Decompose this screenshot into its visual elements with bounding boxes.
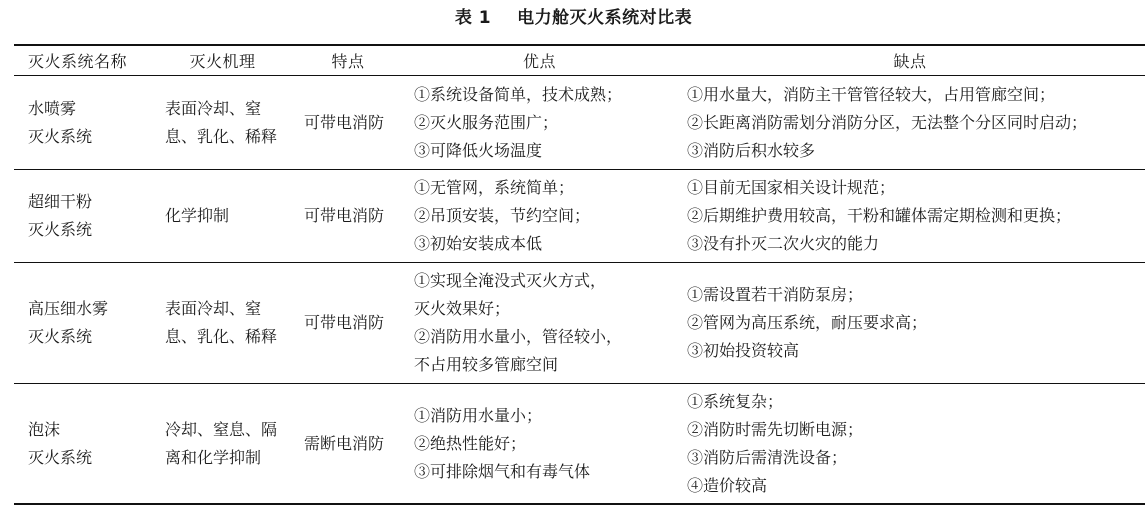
system-name-line: 超细干粉: [28, 192, 93, 211]
header-system-name: 灭火系统名称: [14, 45, 153, 76]
header-row: [14, 45, 1145, 76]
pros-line: ③初始安装成本低: [414, 234, 543, 253]
pros-line: ③可降低火场温度: [414, 140, 543, 160]
pros-cell: [404, 384, 675, 505]
system-name-line: 高压细水雾: [28, 299, 109, 318]
mechanism-line: 化学抑制: [165, 206, 230, 225]
system-name-line: 灭火系统: [28, 220, 93, 239]
pros-line: ①系统设备简单，技术成熟；: [414, 84, 623, 104]
mechanism-cell: [153, 170, 292, 263]
pros-line: ①实现全淹没式灭火方式，: [414, 271, 607, 290]
pros-line: 不占用较多管廊空间: [414, 355, 559, 374]
comparison-table: [14, 44, 1145, 505]
feature-cell: 可带电消防: [292, 170, 404, 263]
table-title: 电力舱灭火系统对比表: [517, 8, 693, 28]
cons-line: ③初始投资较高: [687, 341, 800, 360]
pros-line: ②消防用水量小，管径较小，: [414, 327, 623, 346]
system-name-cell: [14, 170, 153, 263]
pros-line: ①消防用水量小；: [414, 405, 543, 425]
pros-cell: [404, 263, 675, 384]
pros-line: ②绝热性能好；: [414, 433, 527, 453]
system-name-cell: [14, 76, 153, 170]
pros-line: ③可排除烟气和有毒气体: [414, 461, 591, 481]
cons-line: ②管网为高压系统，耐压要求高；: [687, 313, 928, 332]
cons-line: ②长距离消防需划分消防分区，无法整个分区同时启动；: [687, 112, 1088, 132]
system-name-line: 泡沫: [28, 419, 61, 439]
table-row: [14, 76, 1145, 170]
table-number: 表 1: [454, 8, 492, 28]
system-name-line: 水喷雾: [28, 98, 77, 118]
mechanism-cell: [153, 263, 292, 384]
cons-cell: [675, 170, 1145, 263]
mechanism-cell: [153, 384, 292, 505]
header-mechanism: 灭火机理: [153, 45, 292, 76]
mechanism-line: 表面冷却、窒: [165, 299, 262, 318]
table-row: [14, 170, 1145, 263]
table-caption: [0, 6, 1147, 30]
system-name-cell: [14, 384, 153, 505]
cons-line: ②后期维护费用较高，干粉和罐体需定期检测和更换；: [687, 206, 1072, 225]
feature-cell: 可带电消防: [292, 263, 404, 384]
cons-line: ②消防时需先切断电源；: [687, 419, 864, 439]
mechanism-line: 息、乳化、稀释: [165, 126, 278, 146]
header-cons: 缺点: [675, 45, 1145, 76]
pros-cell: [404, 170, 675, 263]
header-pros: 优点: [404, 45, 675, 76]
cons-line: ③没有扑灭二次火灾的能力: [687, 234, 880, 253]
cons-line: ③消防后需清洗设备；: [687, 447, 848, 467]
cons-line: ③消防后积水较多: [687, 140, 816, 160]
pros-cell: [404, 76, 675, 170]
system-name-line: 灭火系统: [28, 126, 93, 146]
cons-line: ①用水量大，消防主干管管径较大，占用管廊空间；: [687, 84, 1056, 104]
table-row: [14, 263, 1145, 384]
cons-line: ④造价较高: [687, 475, 768, 495]
mechanism-cell: [153, 76, 292, 170]
feature-cell: 需断电消防: [304, 433, 385, 453]
mechanism-line: 表面冷却、窒: [165, 98, 262, 118]
system-name-line: 灭火系统: [28, 447, 93, 467]
header-feature: 特点: [292, 45, 404, 76]
cons-line: ①需设置若干消防泵房；: [687, 285, 864, 304]
cons-line: ①系统复杂；: [687, 391, 784, 411]
pros-line: ①无管网，系统简单；: [414, 178, 575, 197]
mechanism-line: 离和化学抑制: [165, 447, 262, 467]
mechanism-line: 冷却、窒息、隔: [165, 419, 278, 439]
cons-cell: [675, 76, 1145, 170]
system-name-cell: [14, 263, 153, 384]
mechanism-line: 息、乳化、稀释: [165, 327, 278, 346]
table-row: [14, 384, 1145, 505]
cons-cell: [675, 263, 1145, 384]
cons-cell: [675, 384, 1145, 505]
pros-line: ②灭火服务范围广；: [414, 112, 559, 132]
pros-line: ②吊顶安装，节约空间；: [414, 206, 591, 225]
system-name-line: 灭火系统: [28, 327, 93, 346]
cons-line: ①目前无国家相关设计规范；: [687, 178, 896, 197]
pros-line: 灭火效果好；: [414, 299, 511, 318]
feature-cell: 可带电消防: [292, 76, 404, 170]
